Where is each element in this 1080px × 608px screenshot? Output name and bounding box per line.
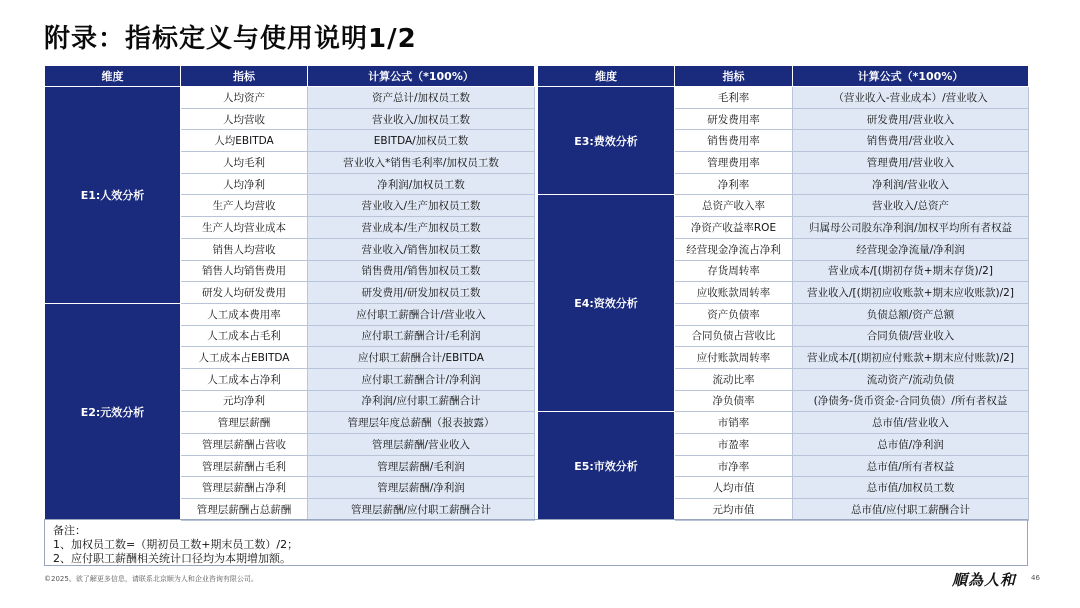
metrics-table-left bbox=[44, 65, 535, 521]
formula-cell: 净利润/加权员工数 bbox=[308, 173, 535, 195]
header-dimension: 维度 bbox=[538, 66, 675, 87]
company-logo: 順為人和 bbox=[952, 571, 1017, 589]
table-row bbox=[538, 195, 1029, 217]
formula-cell: 研发费用/营业收入 bbox=[793, 108, 1029, 130]
formula-cell: 应付职工薪酬合计/毛利润 bbox=[308, 325, 535, 347]
formula-cell: 流动资产/流动负债 bbox=[793, 368, 1029, 390]
formula-cell: 销售费用/营业收入 bbox=[793, 130, 1029, 152]
dimension-cell: E5:市效分析 bbox=[538, 412, 675, 520]
formula-cell: 管理费用/营业收入 bbox=[793, 152, 1029, 174]
metric-name-cell: 人均市值 bbox=[675, 477, 793, 499]
formula-cell: EBITDA/加权员工数 bbox=[308, 130, 535, 152]
metric-name-cell: 人均资产 bbox=[181, 87, 308, 109]
metric-name-cell: 元均净利 bbox=[181, 390, 308, 412]
formula-cell: 应付职工薪酬合计/营业收入 bbox=[308, 303, 535, 325]
formula-cell: 总市值/所有者权益 bbox=[793, 455, 1029, 477]
metric-name-cell: 流动比率 bbox=[675, 368, 793, 390]
formula-cell: 管理层年度总薪酬（报表披露） bbox=[308, 412, 535, 434]
metric-name-cell: 管理层薪酬占净利 bbox=[181, 477, 308, 499]
formula-cell: 总市值/营业收入 bbox=[793, 412, 1029, 434]
notes-heading: 备注： bbox=[53, 524, 86, 537]
formula-cell: 营业收入/总资产 bbox=[793, 195, 1029, 217]
formula-cell: 营业成本/生产加权员工数 bbox=[308, 217, 535, 239]
header-formula: 计算公式（*100%） bbox=[308, 66, 535, 87]
table-row bbox=[45, 87, 535, 109]
metric-name-cell: 销售费用率 bbox=[675, 130, 793, 152]
metric-name-cell: 管理费用率 bbox=[675, 152, 793, 174]
formula-cell: （营业收入-营业成本）/营业收入 bbox=[793, 87, 1029, 109]
copyright-text: ©2025。欲了解更多信息，请联系北京顺为人和企业咨询有限公司。 bbox=[44, 575, 258, 583]
metric-name-cell: 管理层薪酬占毛利 bbox=[181, 455, 308, 477]
formula-cell: 应付职工薪酬合计/净利润 bbox=[308, 368, 535, 390]
formula-cell: 管理层薪酬/应付职工薪酬合计 bbox=[308, 499, 535, 521]
formula-cell: 合同负债/营业收入 bbox=[793, 325, 1029, 347]
metric-name-cell: 净利率 bbox=[675, 173, 793, 195]
formula-cell: 管理层薪酬/净利润 bbox=[308, 477, 535, 499]
metric-name-cell: 市净率 bbox=[675, 455, 793, 477]
metric-name-cell: 管理层薪酬 bbox=[181, 412, 308, 434]
formula-cell: 净利润/应付职工薪酬合计 bbox=[308, 390, 535, 412]
formula-cell: 营业收入/生产加权员工数 bbox=[308, 195, 535, 217]
dimension-cell: E2:元效分析 bbox=[45, 303, 181, 520]
formula-cell: 研发费用/研发加权员工数 bbox=[308, 282, 535, 304]
header-metric: 指标 bbox=[675, 66, 793, 87]
formula-cell: 经营现金净流量/净利润 bbox=[793, 238, 1029, 260]
table-row bbox=[538, 412, 1029, 434]
formula-cell: 营业收入/[(期初应收账款+期末应收账款)/2] bbox=[793, 282, 1029, 304]
metric-name-cell: 管理层薪酬占总薪酬 bbox=[181, 499, 308, 521]
metric-name-cell: 研发费用率 bbox=[675, 108, 793, 130]
formula-cell: 总市值/净利润 bbox=[793, 434, 1029, 456]
formula-cell: 管理层薪酬/毛利润 bbox=[308, 455, 535, 477]
formula-cell: 营业成本/[(期初存货+期末存货)/2] bbox=[793, 260, 1029, 282]
metric-name-cell: 生产人均营业成本 bbox=[181, 217, 308, 239]
metric-name-cell: 元均市值 bbox=[675, 499, 793, 521]
metric-name-cell: 人均毛利 bbox=[181, 152, 308, 174]
metric-name-cell: 净负债率 bbox=[675, 390, 793, 412]
note-item: 1、加权员工数=（期初员工数+期末员工数）/2； bbox=[53, 538, 299, 551]
metric-name-cell: 经营现金净流占净利 bbox=[675, 238, 793, 260]
formula-cell: 营业成本/[(期初应付账款+期末应付账款)/2] bbox=[793, 347, 1029, 369]
metric-name-cell: 研发人均研发费用 bbox=[181, 282, 308, 304]
formula-cell: 总市值/加权员工数 bbox=[793, 477, 1029, 499]
metric-name-cell: 资产负债率 bbox=[675, 303, 793, 325]
formula-cell: 销售费用/销售加权员工数 bbox=[308, 260, 535, 282]
table-row bbox=[45, 303, 535, 325]
formula-cell: 应付职工薪酬合计/EBITDA bbox=[308, 347, 535, 369]
metric-name-cell: 销售人均销售费用 bbox=[181, 260, 308, 282]
metric-name-cell: 存货周转率 bbox=[675, 260, 793, 282]
dimension-cell: E4:资效分析 bbox=[538, 195, 675, 412]
metric-name-cell: 人均净利 bbox=[181, 173, 308, 195]
metric-name-cell: 人均EBITDA bbox=[181, 130, 308, 152]
metric-name-cell: 净资产收益率ROE bbox=[675, 217, 793, 239]
formula-cell: 营业收入/销售加权员工数 bbox=[308, 238, 535, 260]
dimension-cell: E3:费效分析 bbox=[538, 87, 675, 195]
header-formula: 计算公式（*100%） bbox=[793, 66, 1029, 87]
formula-cell: 营业收入/加权员工数 bbox=[308, 108, 535, 130]
formula-cell: 负债总额/资产总额 bbox=[793, 303, 1029, 325]
metric-name-cell: 生产人均营收 bbox=[181, 195, 308, 217]
formula-cell: 资产总计/加权员工数 bbox=[308, 87, 535, 109]
metric-name-cell: 人工成本占净利 bbox=[181, 368, 308, 390]
metric-name-cell: 总资产收入率 bbox=[675, 195, 793, 217]
metric-name-cell: 合同负债占营收比 bbox=[675, 325, 793, 347]
formula-cell: 净利润/营业收入 bbox=[793, 173, 1029, 195]
page-number: 46 bbox=[1031, 574, 1040, 582]
formula-cell: (净债务-货币资金-合同负债）/所有者权益 bbox=[793, 390, 1029, 412]
note-item: 2、应付职工薪酬相关统计口径均为本期增加额。 bbox=[53, 552, 291, 565]
metric-name-cell: 毛利率 bbox=[675, 87, 793, 109]
metric-name-cell: 市销率 bbox=[675, 412, 793, 434]
notes-box bbox=[44, 519, 1028, 566]
formula-cell: 营业收入*销售毛利率/加权员工数 bbox=[308, 152, 535, 174]
metric-name-cell: 人工成本占毛利 bbox=[181, 325, 308, 347]
metrics-table-right bbox=[537, 65, 1029, 521]
page-title: 附录：指标定义与使用说明1/2 bbox=[44, 24, 417, 54]
metric-name-cell: 人工成本占EBITDA bbox=[181, 347, 308, 369]
header-metric: 指标 bbox=[181, 66, 308, 87]
formula-cell: 总市值/应付职工薪酬合计 bbox=[793, 499, 1029, 521]
header-dimension: 维度 bbox=[45, 66, 181, 87]
metric-name-cell: 人均营收 bbox=[181, 108, 308, 130]
metric-name-cell: 人工成本费用率 bbox=[181, 303, 308, 325]
dimension-cell: E1:人效分析 bbox=[45, 87, 181, 304]
metric-name-cell: 市盈率 bbox=[675, 434, 793, 456]
metric-name-cell: 管理层薪酬占营收 bbox=[181, 434, 308, 456]
table-row bbox=[538, 87, 1029, 109]
metric-name-cell: 应付账款周转率 bbox=[675, 347, 793, 369]
formula-cell: 归属母公司股东净利润/加权平均所有者权益 bbox=[793, 217, 1029, 239]
formula-cell: 管理层薪酬/营业收入 bbox=[308, 434, 535, 456]
metric-name-cell: 应收账款周转率 bbox=[675, 282, 793, 304]
metric-name-cell: 销售人均营收 bbox=[181, 238, 308, 260]
